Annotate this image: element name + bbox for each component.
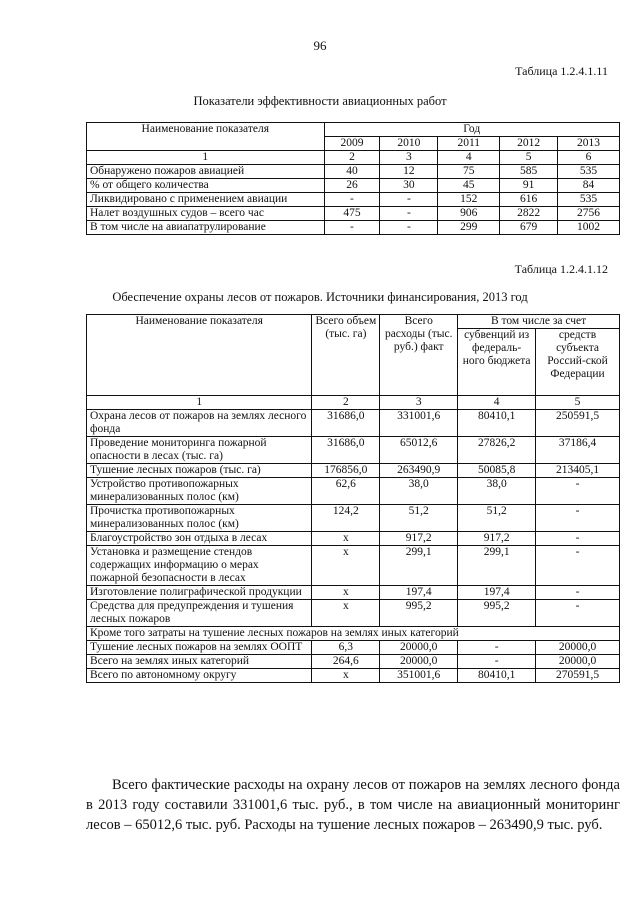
t1-col-number: 4	[438, 151, 500, 165]
cell-value: -	[380, 207, 438, 221]
t2-section-note: Кроме того затраты на тушение лесных пожаров на землях иных категорий	[87, 627, 620, 641]
cell-value: -	[380, 221, 438, 235]
cell-value: -	[458, 641, 536, 655]
cell-value: -	[536, 505, 620, 532]
table-row	[87, 669, 620, 683]
t1-year: 2012	[500, 137, 558, 151]
table1-title: Показатели эффективности авиационных работ	[193, 94, 447, 108]
cell-value: 299	[438, 221, 500, 235]
cell-value: 995,2	[380, 600, 458, 627]
cell-value: 38,0	[458, 478, 536, 505]
cell-value: х	[312, 532, 380, 546]
row-name: Изготовление полиграфической продукции	[87, 586, 312, 600]
cell-value: -	[458, 655, 536, 669]
table-row	[87, 586, 620, 600]
table-row	[87, 179, 620, 193]
row-name: % от общего количества	[87, 179, 325, 193]
cell-value: 475	[324, 207, 380, 221]
cell-value: 2822	[500, 207, 558, 221]
row-name: Всего по автономному округу	[87, 669, 312, 683]
cell-value: 917,2	[458, 532, 536, 546]
t2-header-expenses: Всего расходы (тыс. руб.) факт	[380, 315, 458, 396]
cell-value: 299,1	[458, 546, 536, 586]
cell-value: 6,3	[312, 641, 380, 655]
t1-year: 2009	[324, 137, 380, 151]
cell-value: 995,2	[458, 600, 536, 627]
cell-value: 1002	[558, 221, 620, 235]
cell-value: 91	[500, 179, 558, 193]
row-name: В том числе на авиапатрулирование	[87, 221, 325, 235]
row-name: Тушение лесных пожаров (тыс. га)	[87, 464, 312, 478]
cell-value: 50085,8	[458, 464, 536, 478]
row-name: Устройство противопожарных минерализованных полос (км)	[87, 478, 312, 505]
cell-value: х	[312, 600, 380, 627]
cell-value: -	[536, 478, 620, 505]
table-fire-protection-financing	[86, 314, 620, 683]
row-name: Всего на землях иных категорий	[87, 655, 312, 669]
t1-col-number: 6	[558, 151, 620, 165]
cell-value: 535	[558, 193, 620, 207]
table2-label: Таблица 1.2.4.1.12	[514, 262, 608, 276]
cell-value: 331001,6	[380, 410, 458, 437]
row-name: Проведение мониторинга пожарной опасности в лесах (тыс. га)	[87, 437, 312, 464]
cell-value: 31686,0	[312, 437, 380, 464]
t1-col-number: 3	[380, 151, 438, 165]
t2-header-name: Наименование показателя	[87, 315, 312, 396]
cell-value: 906	[438, 207, 500, 221]
cell-value: 535	[558, 165, 620, 179]
cell-value: 45	[438, 179, 500, 193]
cell-value: 152	[438, 193, 500, 207]
table-row	[87, 546, 620, 586]
table-row	[87, 655, 620, 669]
cell-value: 31686,0	[312, 410, 380, 437]
cell-value: -	[536, 546, 620, 586]
summary-paragraph: Всего фактические расходы на охрану лесов от пожаров на землях лесного фонда в 2013 году составили 331001,6 тыс. руб., в том числе на авиационный мониторинг лесов – 65012,6 тыс. руб. Расходы на тушение лесных пожаров – 263490,9 тыс. руб.	[86, 777, 620, 833]
cell-value: 84	[558, 179, 620, 193]
cell-value: 263490,9	[380, 464, 458, 478]
cell-value: 351001,6	[380, 669, 458, 683]
row-name: Охрана лесов от пожаров на землях лесного фонда	[87, 410, 312, 437]
row-name: Обнаружено пожаров авиацией	[87, 165, 325, 179]
t2-col-number: 2	[312, 396, 380, 410]
table-row	[87, 505, 620, 532]
t2-col-number: 4	[458, 396, 536, 410]
cell-value: 51,2	[380, 505, 458, 532]
cell-value: 585	[500, 165, 558, 179]
table-row	[87, 410, 620, 437]
t2-header-subventions: субвенций из федераль-ного бюджета	[458, 329, 536, 396]
cell-value: 176856,0	[312, 464, 380, 478]
row-name: Ликвидировано с применением авиации	[87, 193, 325, 207]
table-row	[87, 437, 620, 464]
row-name: Налет воздушных судов – всего час	[87, 207, 325, 221]
t1-header-name: Наименование показателя	[87, 123, 325, 151]
cell-value: 299,1	[380, 546, 458, 586]
cell-value: 679	[500, 221, 558, 235]
table-row	[87, 464, 620, 478]
row-name: Благоустройство зон отдыха в лесах	[87, 532, 312, 546]
t1-year: 2013	[558, 137, 620, 151]
t1-col-number: 5	[500, 151, 558, 165]
cell-value: 75	[438, 165, 500, 179]
cell-value: 51,2	[458, 505, 536, 532]
cell-value: 197,4	[458, 586, 536, 600]
cell-value: 27826,2	[458, 437, 536, 464]
table-row	[87, 207, 620, 221]
cell-value: 250591,5	[536, 410, 620, 437]
t1-year: 2010	[380, 137, 438, 151]
cell-value: 917,2	[380, 532, 458, 546]
table1-label: Таблица 1.2.4.1.11	[515, 64, 608, 78]
t2-header-including: В том числе за счет	[458, 315, 620, 329]
table2-title: Обеспечение охраны лесов от пожаров. Источники финансирования, 2013 год	[112, 290, 528, 304]
cell-value: 26	[324, 179, 380, 193]
table-row	[87, 478, 620, 505]
row-name: Средства для предупреждения и тушения лесных пожаров	[87, 600, 312, 627]
cell-value: -	[324, 193, 380, 207]
row-name: Прочистка противопожарных минерализованных полос (км)	[87, 505, 312, 532]
t2-header-subject: средств субъекта Россий-ской Федерации	[536, 329, 620, 396]
cell-value: 80410,1	[458, 410, 536, 437]
cell-value: 20000,0	[536, 655, 620, 669]
table-row	[87, 600, 620, 627]
table-row	[87, 193, 620, 207]
cell-value: 124,2	[312, 505, 380, 532]
t1-col-number: 2	[324, 151, 380, 165]
cell-value: 38,0	[380, 478, 458, 505]
cell-value: 197,4	[380, 586, 458, 600]
cell-value: 12	[380, 165, 438, 179]
t1-year: 2011	[438, 137, 500, 151]
cell-value: -	[536, 586, 620, 600]
cell-value: 20000,0	[536, 641, 620, 655]
cell-value: -	[536, 532, 620, 546]
cell-value: -	[380, 193, 438, 207]
table-row	[87, 641, 620, 655]
t2-col-number: 3	[380, 396, 458, 410]
table-row	[87, 532, 620, 546]
cell-value: 62,6	[312, 478, 380, 505]
cell-value: 80410,1	[458, 669, 536, 683]
cell-value: х	[312, 586, 380, 600]
cell-value: 20000,0	[380, 655, 458, 669]
page-number: 96	[313, 38, 327, 53]
cell-value: 264,6	[312, 655, 380, 669]
cell-value: 270591,5	[536, 669, 620, 683]
table-row	[87, 165, 620, 179]
row-name: Тушение лесных пожаров на землях ООПТ	[87, 641, 312, 655]
table-row	[87, 221, 620, 235]
cell-value: 213405,1	[536, 464, 620, 478]
cell-value: -	[324, 221, 380, 235]
t1-header-year: Год	[324, 123, 619, 137]
cell-value: -	[536, 600, 620, 627]
cell-value: 2756	[558, 207, 620, 221]
t2-header-volume: Всего объем (тыс. га)	[312, 315, 380, 396]
cell-value: 40	[324, 165, 380, 179]
t2-col-number: 5	[536, 396, 620, 410]
cell-value: х	[312, 546, 380, 586]
cell-value: 20000,0	[380, 641, 458, 655]
cell-value: 37186,4	[536, 437, 620, 464]
cell-value: 30	[380, 179, 438, 193]
cell-value: 616	[500, 193, 558, 207]
table-aviation-efficiency	[86, 122, 620, 235]
cell-value: 65012,6	[380, 437, 458, 464]
t1-col-number: 1	[87, 151, 325, 165]
cell-value: х	[312, 669, 380, 683]
t2-col-number: 1	[87, 396, 312, 410]
row-name: Установка и размещение стендов содержащих информацию о мерах пожарной безопасности в лесах	[87, 546, 312, 586]
